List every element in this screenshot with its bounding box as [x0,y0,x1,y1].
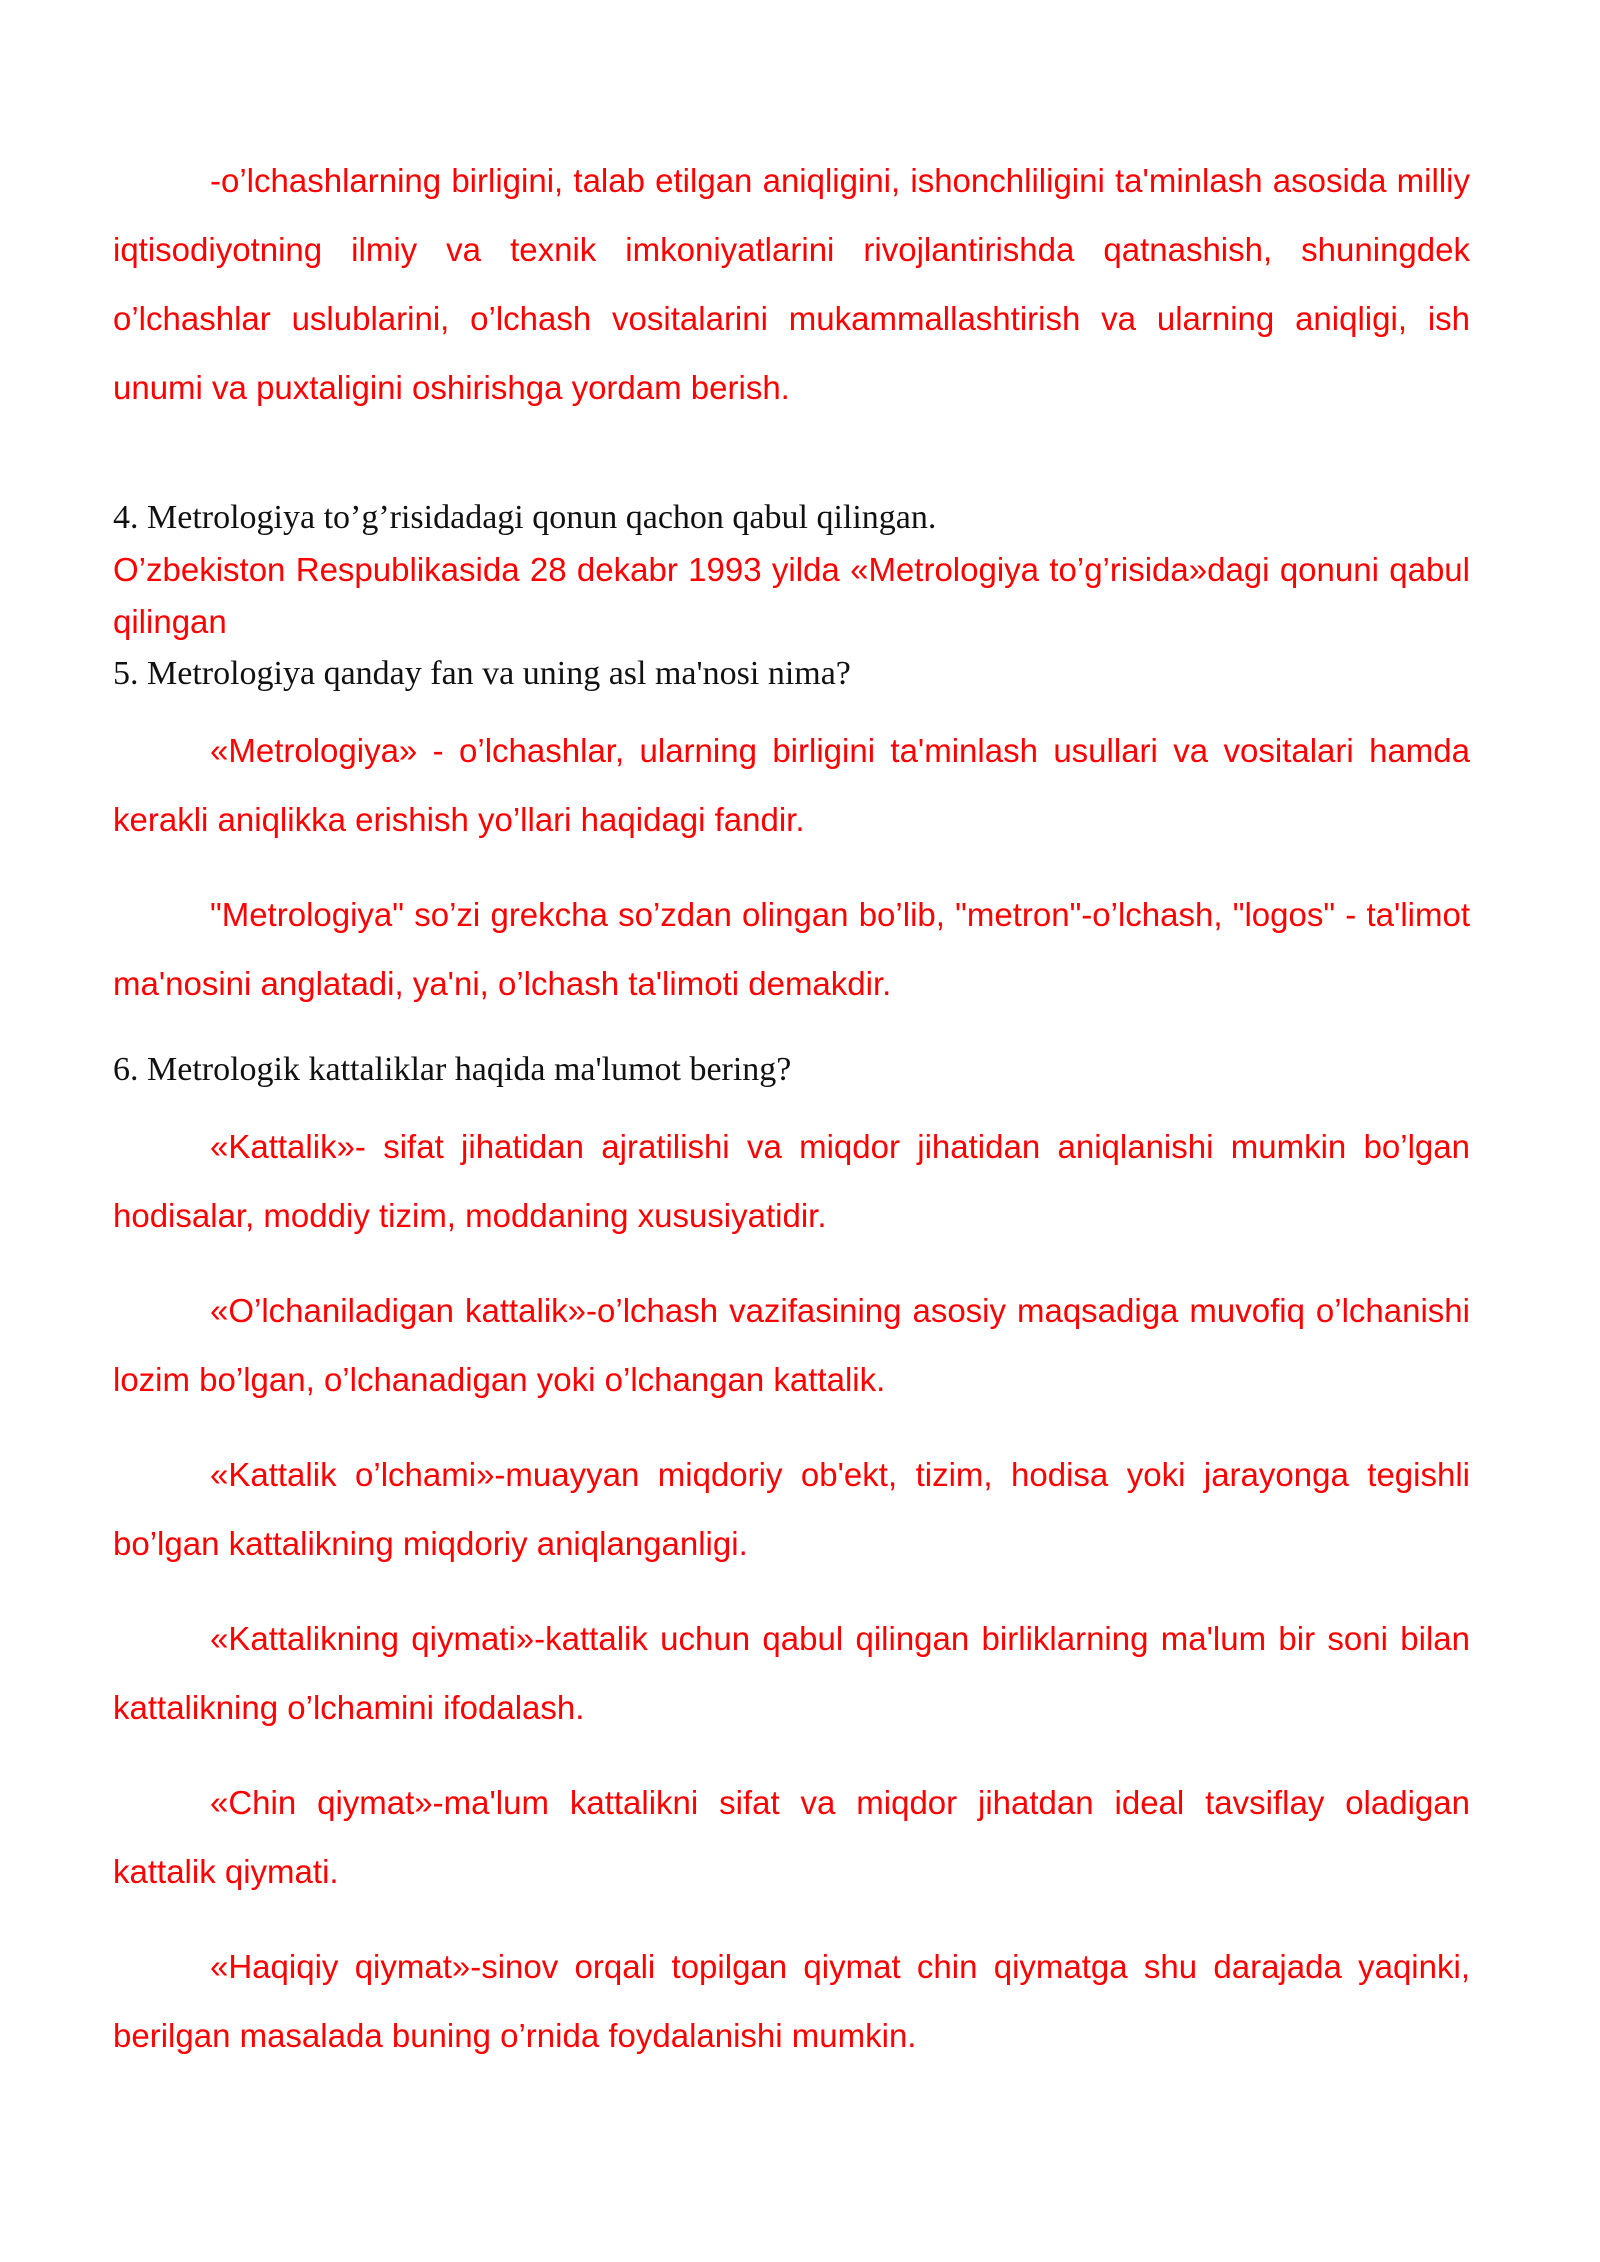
answer-6-definition: «Kattalik»- sifat jihatidan ajratilishi va miqdor jihatidan aniqlanishi mumkin bo’lgan hodisalar, moddiy tizim, moddaning xususiyatidir. [113,1128,1470,1234]
spacer [113,1096,1470,1112]
spacer [113,1906,1470,1932]
spacer [113,1414,1470,1440]
question-4: 4. Metrologiya to’g’risidadagi qonun qachon qabul qilingan. [113,499,937,536]
question-6: 6. Metrologik kattaliklar haqida ma'lumot bering? [113,1051,792,1088]
spacer [113,1250,1470,1276]
answer-4: O’zbekiston Respublikasida 28 dekabr 1993 yilda «Metrologiya to’g’risida»dagi qonuni qabul qilingan [113,551,1470,640]
answer-6-definition: «Haqiqiy qiymat»-sinov orqali topilgan qiymat chin qiymatga shu darajada yaqinki, berilgan masalada buning o’rnida foydalanishi mumkin. [113,1948,1470,2054]
spacer [113,700,1470,716]
spacer [113,1578,1470,1604]
answer-5-paragraph-2: "Metrologiya" so’zi grekcha so’zdan olingan bo’lib, "metron"-o’lchash, "logos" - ta'limot ma'nosini anglatadi, ya'ni, o’lchash ta'limoti demakdir. [113,896,1470,1002]
spacer [113,854,1470,880]
answer-6-definition: «O’lchaniladigan kattalik»-o’lchash vazifasining asosiy maqsadiga muvofiq o’lchanishi lozim bo’lgan, o’lchanadigan yoki o’lchangan kattalik. [113,1292,1470,1398]
spacer [113,422,1470,492]
question-5: 5. Metrologiya qanday fan va uning asl ma'nosi nima? [113,655,851,692]
spacer [113,1018,1470,1044]
answer-5-paragraph-1: «Metrologiya» - o’lchashlar, ularning birligini ta'minlash usullari va vositalari hamda kerakli aniqlikka erishish yo’llari haqidagi fandir. [113,732,1470,838]
spacer [113,1742,1470,1768]
answer-6-definition: «Kattalikning qiymati»-kattalik uchun qabul qilingan birliklarning ma'lum bir soni bilan kattalikning o’lchamini ifodalash. [113,1620,1470,1726]
answer-6-definition: «Kattalik o’lchami»-muayyan miqdoriy ob'ekt, tizim, hodisa yoki jarayonga tegishli bo’lgan kattalikning miqdoriy aniqlanganligi. [113,1456,1470,1562]
intro-paragraph: -o’lchashlarning birligini, talab etilgan aniqligini, ishonchliligini ta'minlash asosida milliy iqtisodiyotning ilmiy va texnik imkoniyatlarini rivojlantirishda qatnashish, shuningdek o’lchashlar uslublarini, o’lchash vositalarini mukammallashtirish va ularning aniqligi, ish unumi va puxtaligini oshirishga yordam berish. [113,162,1470,406]
document-page [113,146,1470,2070]
answer-6-definition: «Chin qiymat»-ma'lum kattalikni sifat va miqdor jihatdan ideal tavsiflay oladigan kattalik qiymati. [113,1784,1470,1890]
